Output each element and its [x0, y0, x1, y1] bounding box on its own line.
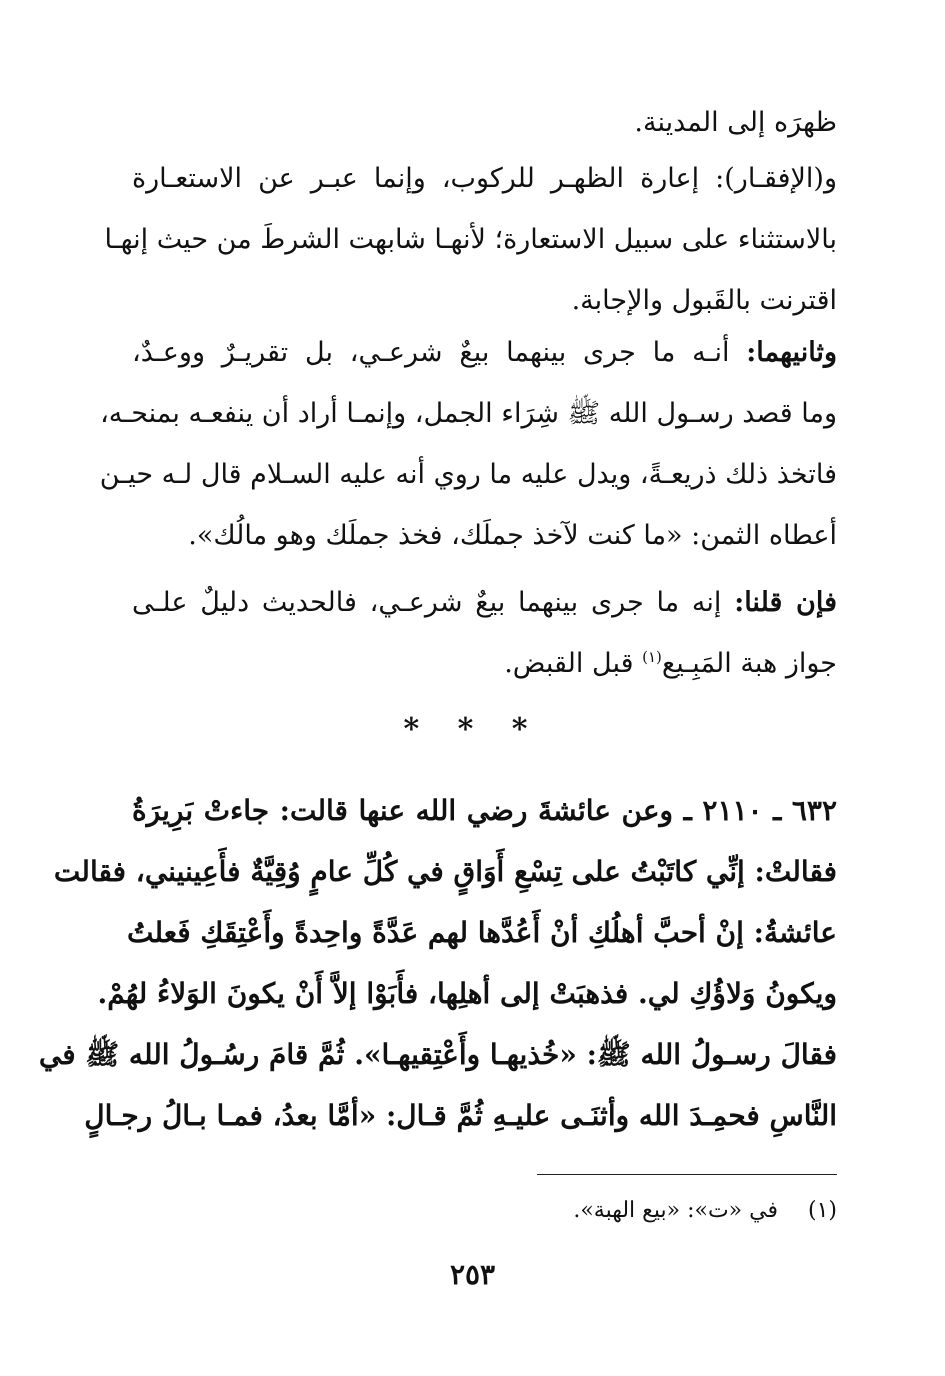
paragraph-3 [99, 322, 837, 566]
paragraph-2 [104, 148, 837, 331]
text-line: فقالَ رسـولُ الله ﷺ: «خُذيهـا وأَعْتِقيهـا». ثُمَّ قامَ رسُـولُ الله ﷺ في [38, 1038, 837, 1071]
text-line: ويكونُ وَلاؤُكِ لي. فذهبَتْ إلى أهلِها، فأَبَوْا إلاَّ أَنْ يكونَ الوَلاءُ لهُمْ. [97, 977, 837, 1010]
text-line: ٦٣٢ ـ ٢١١٠ ـ وعن عائشةَ رضي الله عنها قالت: جاءتْ بَرِيرَةُ [132, 794, 838, 827]
paragraph-lead: فإن قلنا: [734, 587, 837, 618]
text-line [132, 633, 837, 694]
section-separator: * * * [403, 712, 542, 747]
paragraph-lead: وثانيهما: [746, 337, 837, 368]
text-line: فقالتْ: إنِّي كاتَبْتُ على تِسْعِ أَوَاقٍ في كُلِّ عامٍ وُقِيَّةٌ فأَعِينيني، فقالت [53, 855, 837, 888]
footnote-marker[interactable]: (١) [642, 648, 662, 666]
text-line: أعطاه الثمن: «ما كنت لآخذ جملَك، فخذ جملَك وهو مالُك». [188, 520, 837, 551]
text-line: عائشةُ: إنْ أحبَّ أهلُكِ أنْ أَعُدَّها لهم عَدَّةً واحِدةً وأَعْتِقَكِ فَعلتُ [127, 916, 837, 949]
text-line [132, 572, 837, 633]
text-line: وما قصد رسـول الله ﷺ شِرَاء الجمل، وإنمـا أراد أن ينفعـه بمنحـه، [100, 398, 837, 429]
text-segment: أنـه ما جرى بينهما بيعٌ شرعـي، بل تقريـرٌ ووعـدٌ، [132, 337, 747, 368]
text-line: ظهرَه إلى المدينة. [634, 107, 837, 138]
paragraph-4 [132, 572, 837, 694]
text-segment: قبل القبض. [504, 648, 643, 679]
text-segment: جواز هبة المَبِـيع [661, 648, 837, 679]
text-segment: إنه ما جرى بينهما بيعٌ شرعـي، فالحديث دليلٌ علـى [132, 587, 735, 618]
paragraph-1 [132, 92, 837, 153]
footnote-divider [537, 1174, 837, 1175]
text-line: بالاستثناء على سبيل الاستعارة؛ لأنهـا شابهت الشرطَ من حيث إنهـا [104, 224, 837, 255]
text-line: فاتخذ ذلك ذريعـةً، ويدل عليه ما روي أنه عليه السـلام قال لـه حيـن [99, 459, 837, 490]
footnote [132, 1194, 837, 1228]
text-line: و(الإفقـار): إعارة الظهـر للركوب، وإنما عبـر عن الاستعـارة [132, 163, 837, 194]
hadith-paragraph [38, 780, 838, 1146]
text-line: اقترنت بالقَبول والإجابة. [571, 285, 837, 316]
footnote-text: في «ت»: «بيع الهبة». [573, 1198, 778, 1223]
text-line [132, 322, 837, 383]
footnote-number: (١) [807, 1198, 837, 1223]
page-number: ٢٥٣ [449, 1258, 496, 1291]
text-line: النَّاسِ فحمِـدَ الله وأثنَـى عليـهِ ثُمَّ قـال: «أمَّا بعدُ، فمـا بـالُ رجـالٍ [84, 1099, 837, 1132]
